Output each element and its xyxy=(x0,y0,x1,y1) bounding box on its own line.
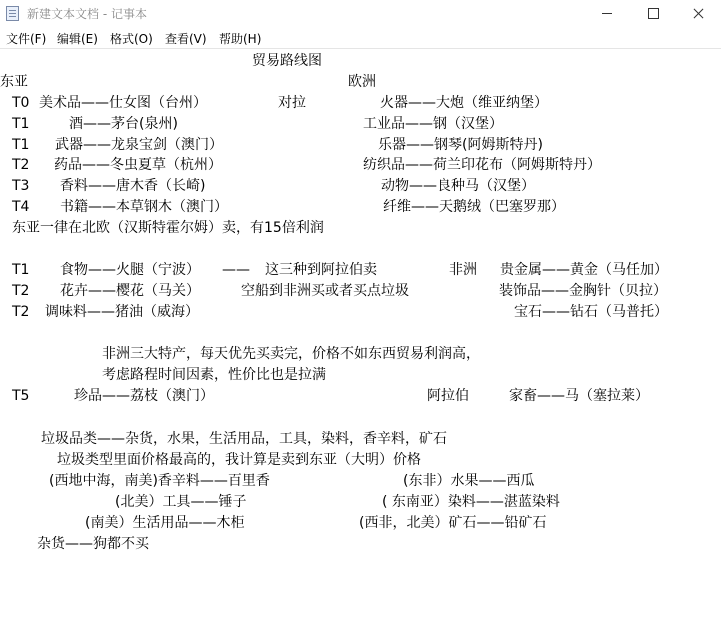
junk-item: (西地中海，南美)香辛料——百里香 xyxy=(49,473,270,489)
junk-line: 垃圾类型里面价格最高的，我计算是卖到东亚（大明）价格 xyxy=(57,452,421,468)
menu-bar xyxy=(0,28,721,48)
minimize-button[interactable] xyxy=(584,0,630,28)
row-tier: T0 xyxy=(12,95,30,111)
junk-line: 杂货——狗都不买 xyxy=(37,536,149,552)
row-tier: T2 xyxy=(12,157,30,173)
row-tier: T4 xyxy=(12,199,30,215)
title-bar xyxy=(0,0,721,28)
row-tier: T2 xyxy=(12,283,30,299)
row-tier: T2 xyxy=(12,304,30,320)
junk-item: (东非）水果——西瓜 xyxy=(403,473,535,489)
menu-view[interactable]: 查看(V) xyxy=(165,32,207,46)
row-east-item: 珍品——荔枝（澳门） xyxy=(74,388,214,404)
row-tier: T3 xyxy=(12,178,30,194)
row-west-item: 火器——大炮（维亚纳堡） xyxy=(380,95,548,111)
region-africa: 非洲 xyxy=(449,262,477,278)
row-west-item: 工业品——钢（汉堡） xyxy=(363,116,503,132)
row-east-item: 武器——龙泉宝剑（澳门） xyxy=(55,137,223,153)
row-east-item: 食物——火腿（宁波） xyxy=(60,262,200,278)
junk-line: 垃圾品类——杂货，水果，生活用品，工具，染料，香辛料，矿石 xyxy=(41,431,447,447)
row-tier: T1 xyxy=(12,262,30,278)
row-west-item: 纺织品——荷兰印花布（阿姆斯特丹） xyxy=(363,157,601,173)
row-tier: T1 xyxy=(12,137,30,153)
row-dash: —— xyxy=(222,262,250,278)
menu-edit[interactable]: 编辑(E) xyxy=(57,32,98,46)
row-east-item: 调味料——猪油（威海） xyxy=(45,304,199,320)
region-east-asia: 东亚 xyxy=(0,74,28,90)
row-note: 对拉 xyxy=(278,95,306,111)
junk-item: (北美）工具——锤子 xyxy=(115,494,247,510)
row-africa-item: 贵金属——黄金（马任加） xyxy=(500,262,668,278)
row-east-item: 药品——冬虫夏草（杭州） xyxy=(54,157,222,173)
doc-title: 贸易路线图 xyxy=(252,53,322,69)
row-west-item: 乐器——钢琴(阿姆斯特丹) xyxy=(378,137,543,153)
close-button[interactable] xyxy=(676,0,721,28)
note-line: 非洲三大特产，每天优先买卖完，价格不如东西贸易利润高， xyxy=(102,346,480,362)
row-east-item: 书籍——本草钢木（澳门） xyxy=(60,199,228,215)
menu-file[interactable]: 文件(F) xyxy=(6,32,47,46)
row-east-item: 香料——唐木香（长崎) xyxy=(60,178,206,194)
menu-help[interactable]: 帮助(H) xyxy=(219,32,262,46)
row-tier: T5 xyxy=(12,388,30,404)
row-west-item: 动物——良种马（汉堡） xyxy=(381,178,535,194)
note-line: 考虑路程时间因素，性价比也是拉满 xyxy=(102,367,326,383)
row-east-item: 花卉——樱花（马关） xyxy=(60,283,200,299)
junk-item: (南美）生活用品——木柜 xyxy=(85,515,245,531)
menu-format[interactable]: 格式(O) xyxy=(110,32,153,46)
region-arabia: 阿拉伯 xyxy=(427,388,469,404)
junk-item: ( 东南亚）染料——湛蓝染料 xyxy=(382,494,560,510)
row-note: 空船到非洲买或者买点垃圾 xyxy=(241,283,409,299)
maximize-button[interactable] xyxy=(630,0,676,28)
row-east-item: 酒——茅台(泉州) xyxy=(69,116,178,132)
row-west-item: 纤维——天鹅绒（巴塞罗那） xyxy=(383,199,565,215)
text-editor[interactable] xyxy=(0,49,721,638)
row-africa-item: 装饰品——金胸针（贝拉） xyxy=(499,283,667,299)
row-tier: T1 xyxy=(12,116,30,132)
region-europe: 欧洲 xyxy=(348,74,376,90)
row-africa-item: 宝石——钻石（马普托） xyxy=(514,304,668,320)
junk-item: (西非，北美）矿石——铅矿石 xyxy=(359,515,547,531)
row-note: 这三种到阿拉伯卖 xyxy=(265,262,377,278)
notepad-icon xyxy=(6,6,19,21)
row-east-item: 美术品——仕女图（台州） xyxy=(39,95,207,111)
row-arabia-item: 家畜——马（塞拉莱） xyxy=(509,388,649,404)
note-line: 东亚一律在北欧（汉斯特霍尔姆）卖，有15倍利润 xyxy=(12,220,324,236)
window-title: 新建文本文档 - 记事本 xyxy=(27,7,147,21)
